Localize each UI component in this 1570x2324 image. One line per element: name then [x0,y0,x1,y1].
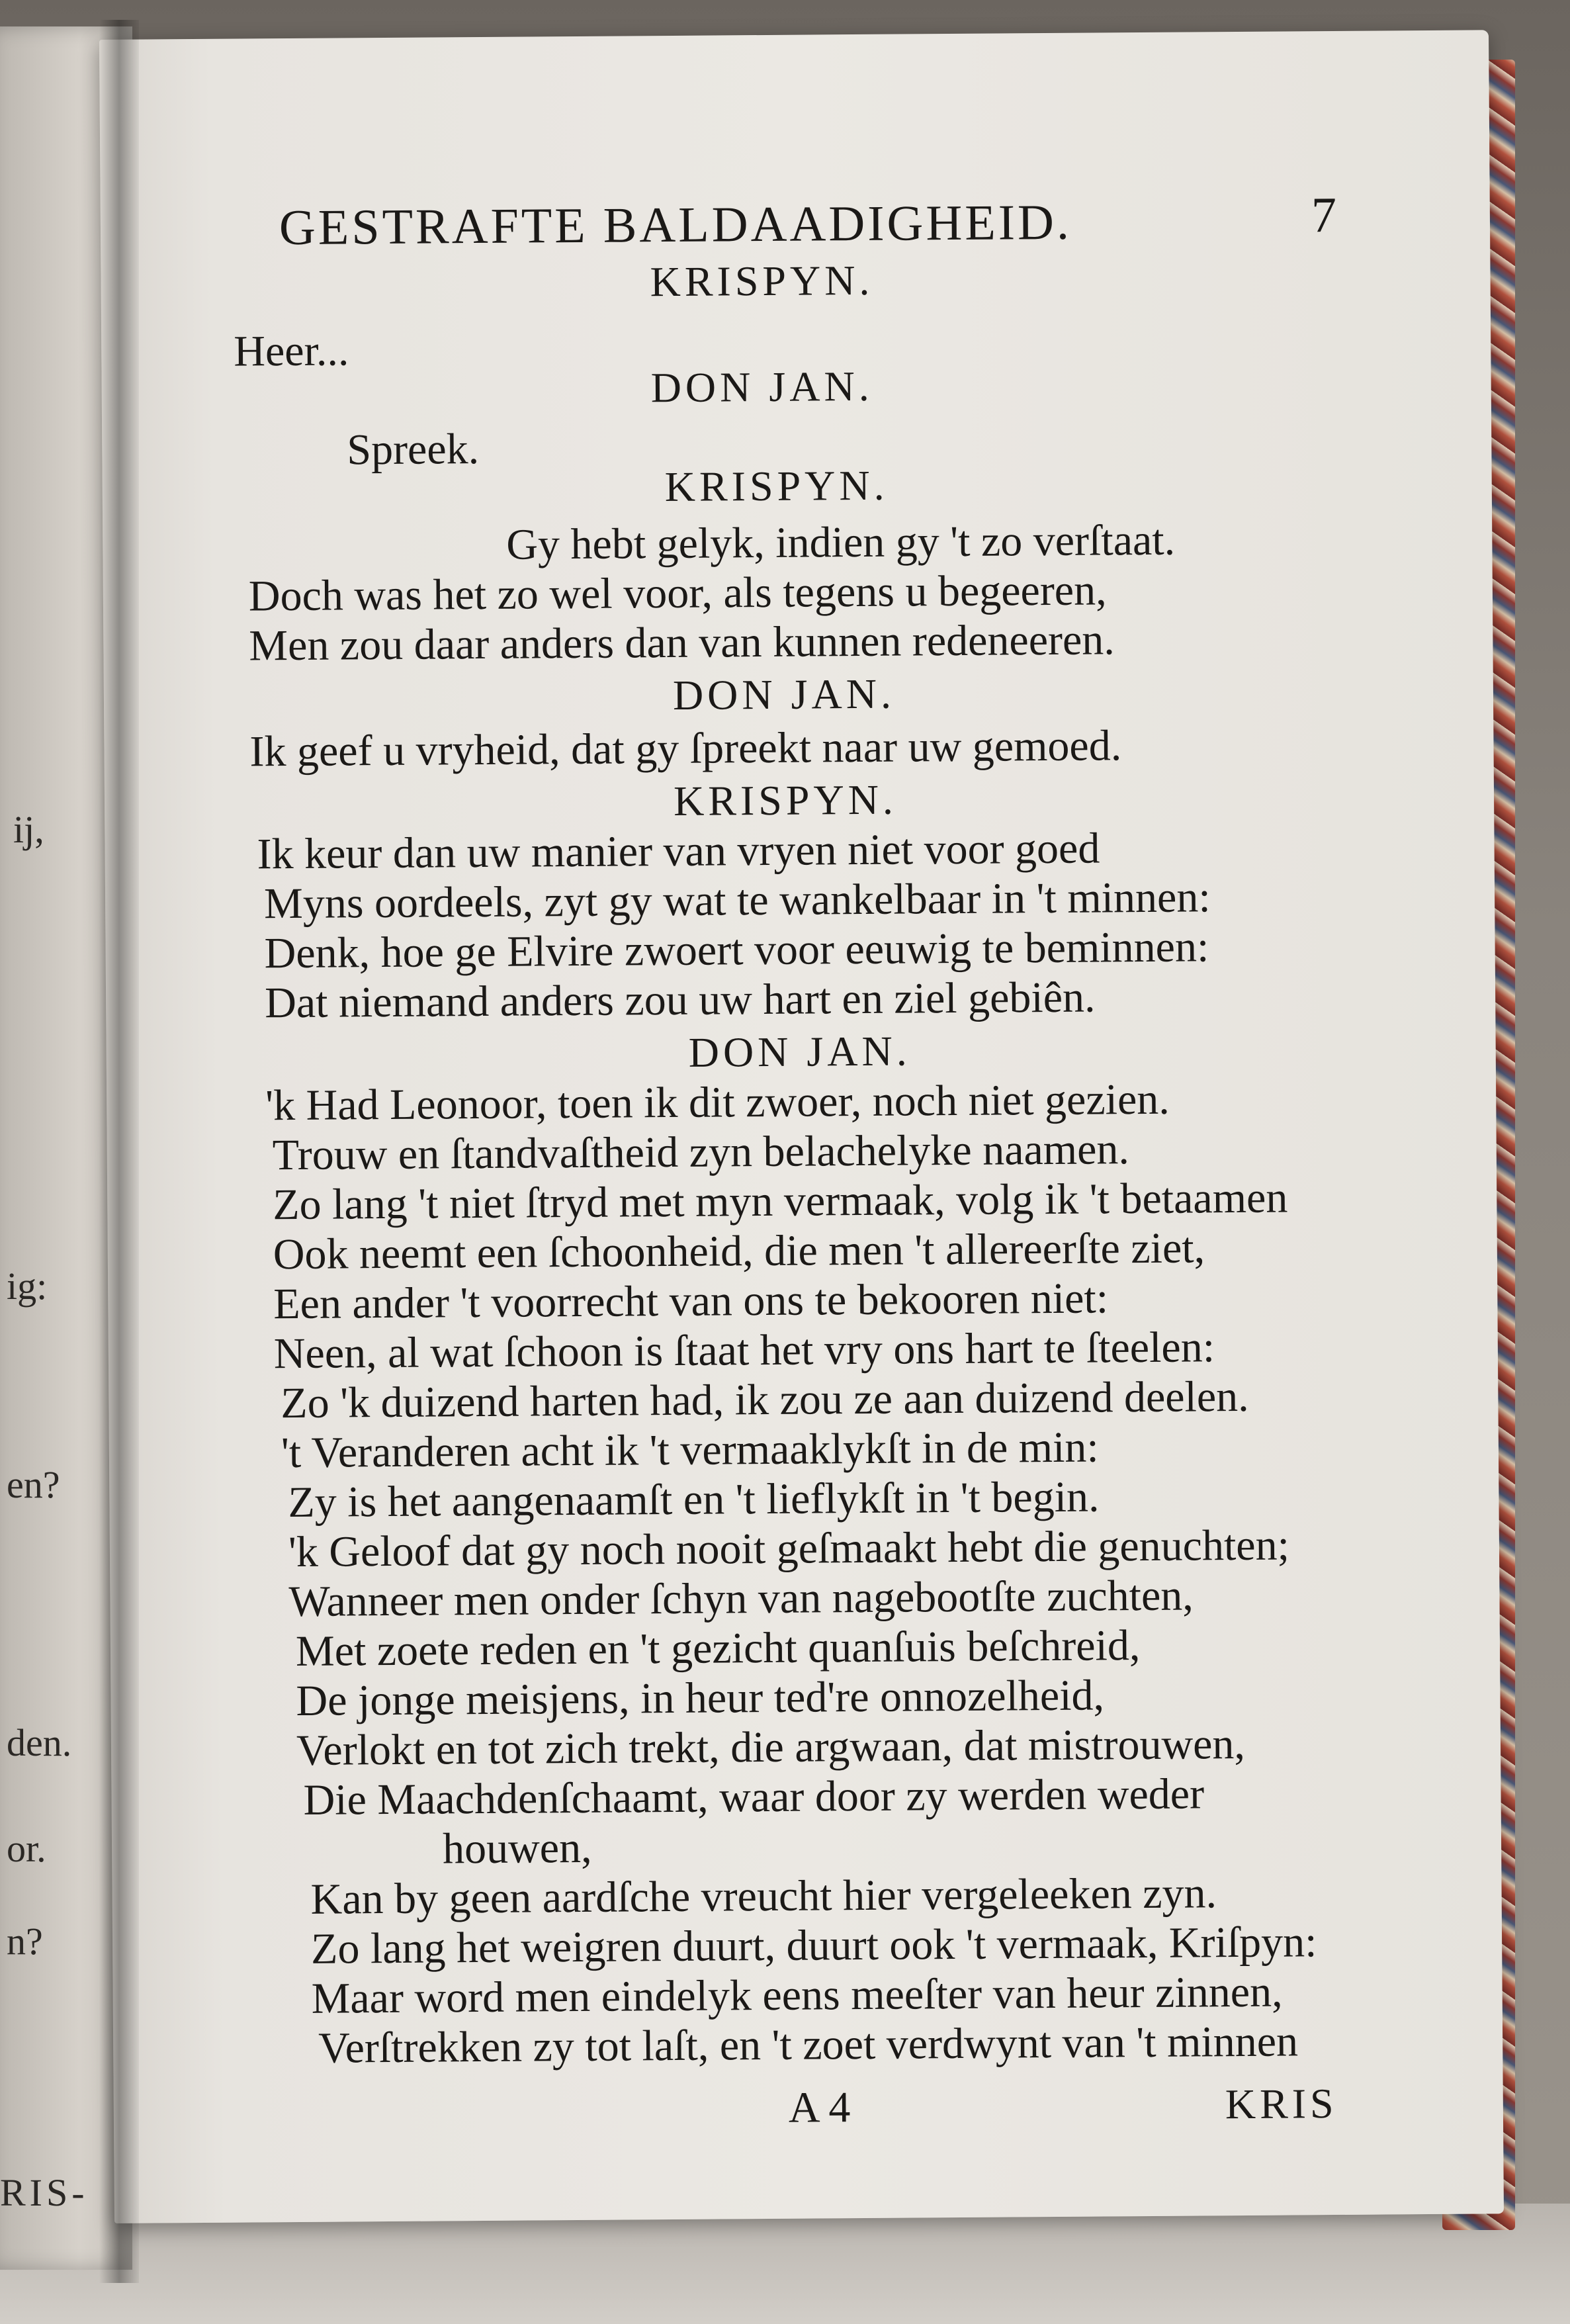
verse-line: Neen, al wat ſchoon is ſtaat het vry ons hart te ſteelen: [273,1323,1215,1378]
left-fragment: en? [7,1463,60,1506]
verse-line: Kan by geen aardſche vreucht hier vergeleeken zyn. [310,1869,1217,1924]
verse-line: Doch was het zo wel voor, als tegens u begeeren, [248,566,1107,621]
left-fragment: or. [7,1827,46,1870]
verse-line: Verlokt en tot zich trekt, die argwaan, dat mistrouwen, [296,1719,1246,1775]
signature-mark: A 4 [788,2083,851,2132]
speaker-name: KRISPYN. [650,256,874,306]
left-fragment: den. [7,1721,72,1764]
verse-line: 'k Had Leonoor, toen ik dit zwoer, noch niet gezien. [265,1075,1170,1130]
verse-line: Zy is het aangenaamſt en 't lieflykſt in 't begin. [288,1472,1100,1527]
verse-line: Met zoete reden en 't gezicht quanſuis beſchreid, [295,1621,1141,1676]
page-number: 7 [1311,187,1340,244]
verse-line: Trouw en ſtandvaſtheid zyn belachelyke naamen. [272,1125,1130,1180]
verse-line: Die Maachdenſchaamt, waar door zy werden weder [303,1769,1205,1824]
verse-line: Ik keur dan uw manier van vryen niet voor goed [257,824,1100,879]
verse-line: Wanneer men onder ſchyn van nagebootſte zuchten, [288,1571,1194,1627]
verse-line: 'k Geloof dat gy noch nooit geſmaakt hebt die genuchten; [288,1521,1290,1577]
speaker-name: KRISPYN. [664,461,889,511]
verse-line: Ook neemt een ſchoonheid, die men 't allereerſte ziet, [273,1224,1205,1279]
verse-line: Myns oordeels, zyt gy wat te wankelbaar in 't minnen: [263,873,1211,928]
running-title: GESTRAFTE BALDAADIGHEID. [279,194,1072,256]
verse-line: Gy hebt gelyk, indien gy 't zo verſtaat. [506,515,1176,569]
book-page [99,30,1504,2223]
left-fragment: ij, [13,808,44,851]
verse-line: Men zou daar anders dan van kunnen redeneeren. [249,615,1115,670]
verse-line: Denk, hoe ge Elvire zwoert voor eeuwig te beminnen: [264,922,1209,978]
verse-line: Een ander 't voorrecht van ons te bekooren niet: [273,1274,1109,1329]
left-fragment: RIS- [0,2171,89,2214]
verse-line: Verſtrekken zy tot laſt, en 't zoet verdwynt van 't minnen [318,2017,1299,2073]
verse-line: De jonge meisjens, in heur ted're onnozelheid, [296,1671,1105,1725]
catchword: KRIS [1225,2080,1338,2128]
verse-line: Zo lang het weigren duurt, duurt ook 't vermaak, Kriſpyn: [310,1918,1317,1973]
verse-line: Zo 'k duizend harten had, ik zou ze aan duizend deelen. [281,1372,1249,1428]
left-fragment: n? [7,1920,43,1963]
verse-line: Zo lang 't niet ſtryd met myn vermaak, volg ik 't betaamen [273,1173,1288,1229]
verse-line: Spreek. [347,425,480,474]
verse-line: Dat niemand anders zou uw hart en ziel gebiên. [264,973,1096,1028]
left-fragment: ig: [7,1265,48,1308]
verse-line: Heer... [234,326,349,376]
speaker-name: KRISPYN. [673,776,898,825]
verse-line: houwen, [442,1823,592,1873]
spine-shadow [99,20,139,2283]
verse-line: Ik geef u vryheid, dat gy ſpreekt naar uw gemoed. [249,721,1122,776]
verse-line: 't Veranderen acht ik 't vermaaklykſt in de min: [281,1423,1100,1478]
speaker-name: DON JAN. [650,362,873,412]
verse-line: Maar word men eindelyk eens meeſter van heur zinnen, [311,1967,1283,2023]
speaker-name: DON JAN. [672,670,896,719]
speaker-name: DON JAN. [688,1027,911,1076]
